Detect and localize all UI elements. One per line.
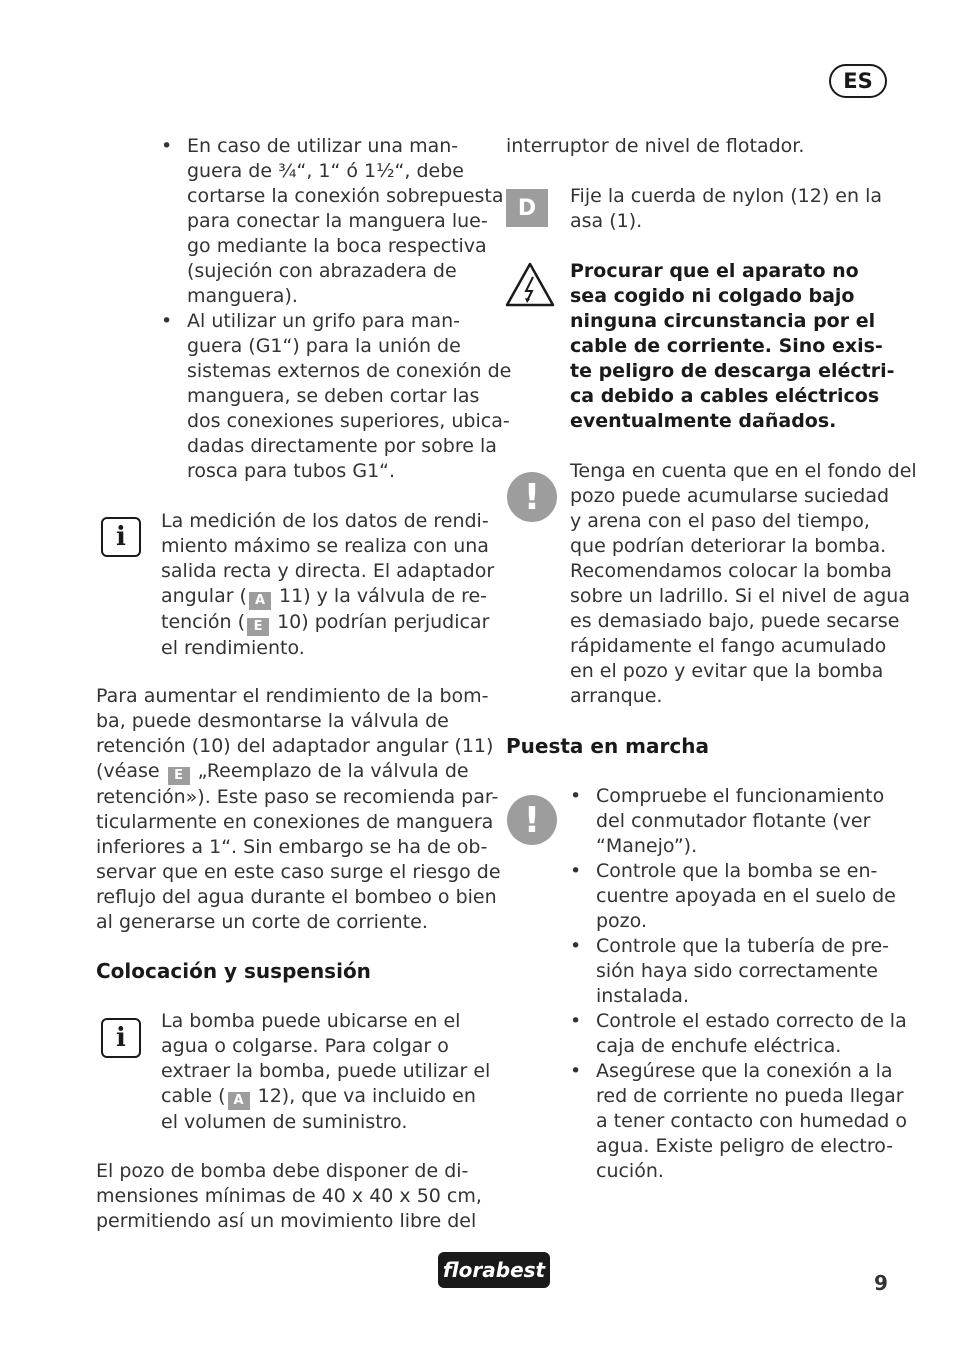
info-icon: i xyxy=(101,1018,141,1058)
list-item xyxy=(161,134,504,309)
section-heading-placement: Colocación y suspensión xyxy=(96,959,371,983)
list-item-line: • Controle que la bomba se en- xyxy=(596,860,878,882)
text-fragment: „Reemplazo de la válvula de xyxy=(191,760,469,782)
text-line: ninguna circunstancia por el xyxy=(570,310,876,332)
bullet-list-top xyxy=(161,134,512,484)
info-icon: i xyxy=(101,517,141,557)
warning-text xyxy=(570,259,910,434)
list-item-line: • Controle que la tubería de pre- xyxy=(596,935,890,957)
text-line: inferiores a 1“. Sin embargo se ha de ob- xyxy=(96,836,488,858)
text-line: arranque. xyxy=(570,685,663,707)
list-item-line: instalada. xyxy=(596,985,689,1007)
brand-logo: florabest xyxy=(438,1252,550,1288)
list-item-line: • Controle el estado correcto de la xyxy=(596,1010,907,1032)
list-item-line: guera de ¾“, 1“ ó 1½“, debe xyxy=(187,160,464,182)
list-item-line: dos conexiones superiores, ubica- xyxy=(187,410,510,432)
list-item-line: cortarse la conexión sobrepuesta xyxy=(187,185,504,207)
list-item xyxy=(570,784,910,859)
text-line: es demasiado bajo, puede secarse xyxy=(570,610,900,632)
text-line: sobre un ladrillo. Si el nivel de agua xyxy=(570,585,910,607)
text-line: Fije la cuerda de nylon (12) en la xyxy=(570,185,882,207)
list-item-line: cución. xyxy=(596,1160,664,1182)
list-item-line: guera (G1“) para la unión de xyxy=(187,335,461,357)
text-line: rápidamente el fango acumulado xyxy=(570,635,887,657)
figure-ref-badge: A xyxy=(249,592,271,610)
text-line: que podrían deteriorar la bomba. xyxy=(570,535,887,557)
text-line: retención (10) del adaptador angular (11) xyxy=(96,735,494,757)
figure-ref-badge: E xyxy=(168,767,190,785)
exclamation-icon: ! xyxy=(507,795,557,845)
section-heading-startup: Puesta en marcha xyxy=(506,734,709,758)
figure-ref-badge: E xyxy=(247,618,269,636)
text-line: ca debido a cables eléctricos xyxy=(570,385,880,407)
text-line: te peligro de descarga eléctri- xyxy=(570,360,895,382)
exclamation-icon: ! xyxy=(507,472,557,522)
text-fragment: 10) podrían perjudicar xyxy=(271,611,490,633)
text-line: ba, puede desmontarse la válvula de xyxy=(96,710,449,732)
text-line: Para aumentar el rendimiento de la bom- xyxy=(96,685,489,707)
text-fragment: (véase xyxy=(96,760,166,782)
text-line: eventualmente dañados. xyxy=(570,410,837,432)
list-item-line: caja de enchufe eléctrica. xyxy=(596,1035,842,1057)
text-line: servar que en este caso surge el riesgo de xyxy=(96,861,501,883)
list-item-line: manguera, se deben cortar las xyxy=(187,385,480,407)
list-item xyxy=(570,934,910,1009)
startup-checklist xyxy=(570,784,910,1184)
text-line: ticularmente en conexiones de manguera xyxy=(96,811,494,833)
text-fragment: 11) y la válvula de re- xyxy=(272,585,488,607)
continued-text: interruptor de nivel de flotador. xyxy=(506,135,805,157)
text-line: extraer la bomba, puede utilizar el xyxy=(161,1060,491,1082)
text-line: La bomba puede ubicarse en el xyxy=(161,1010,461,1032)
list-item-line: • Asegúrese que la conexión a la xyxy=(596,1060,893,1082)
list-item-line: del conmutador flotante (ver xyxy=(596,810,871,832)
figure-ref-badge: A xyxy=(228,1092,250,1110)
language-badge: ES xyxy=(829,64,887,98)
text-line: sea cogido ni colgado bajo xyxy=(570,285,855,307)
text-line: al generarse un corte de corriente. xyxy=(96,911,428,933)
text-line: pozo puede acumularse suciedad xyxy=(570,485,890,507)
list-item-line: (sujeción con abrazadera de xyxy=(187,260,457,282)
paragraph-pit-dimensions xyxy=(96,1159,486,1234)
text-line: salida recta y directa. El adaptador xyxy=(161,560,495,582)
list-item-line: • Al utilizar un grifo para man- xyxy=(187,310,460,332)
text-fragment: tención ( xyxy=(161,611,246,633)
text-line: el rendimiento. xyxy=(161,637,305,659)
list-item xyxy=(570,1009,910,1059)
list-item-line: • Compruebe el funcionamiento xyxy=(596,785,885,807)
caution-note-sediment xyxy=(570,459,917,709)
list-item-line: sistemas externos de conexión de xyxy=(187,360,512,382)
text-line: asa (1). xyxy=(570,210,643,232)
text-fragment: cable ( xyxy=(161,1085,226,1107)
list-item-line: cuentre apoyada en el suelo de xyxy=(596,885,896,907)
text-line: en el pozo y evitar que la bomba xyxy=(570,660,884,682)
text-line: La medición de los datos de rendi- xyxy=(161,510,489,532)
list-item-line: pozo. xyxy=(596,910,647,932)
step-d-badge: D xyxy=(506,189,548,227)
text-line: Procurar que el aparato no xyxy=(570,260,859,282)
text-line xyxy=(161,584,491,610)
text-line: reflujo del agua durante el bombeo o bien xyxy=(96,886,497,908)
text-line: permitiendo así un movimiento libre del xyxy=(96,1210,477,1232)
text-line: El pozo de bomba debe disponer de di- xyxy=(96,1160,469,1182)
text-fragment: 12), que va incluido en xyxy=(251,1085,476,1107)
list-item xyxy=(570,1059,910,1184)
step-d-text xyxy=(570,184,900,234)
info-note-hanging xyxy=(161,1009,491,1135)
text-line: y arena con el paso del tiempo, xyxy=(570,510,870,532)
list-item-line: para conectar la manguera lue- xyxy=(187,210,488,232)
text-line: Recomendamos colocar la bomba xyxy=(570,560,892,582)
text-line xyxy=(161,1084,491,1110)
list-item-line: a tener contacto con humedad o xyxy=(596,1110,908,1132)
list-item-line: agua. Existe peligro de electro- xyxy=(596,1135,894,1157)
list-item-line: • En caso de utilizar una man- xyxy=(187,135,459,157)
text-line: retención»). Este paso se recomienda par- xyxy=(96,786,499,808)
page-number: 9 xyxy=(874,1271,888,1295)
text-line: miento máximo se realiza con una xyxy=(161,535,489,557)
list-item-line: sión haya sido correctamente xyxy=(596,960,878,982)
text-line: cable de corriente. Sino exis- xyxy=(570,335,883,357)
list-item-line: rosca para tubos G1“. xyxy=(187,460,396,482)
list-item-line: “Manejo”). xyxy=(596,835,698,857)
paragraph-valve xyxy=(96,684,501,935)
text-line: el volumen de suministro. xyxy=(161,1111,408,1133)
info-note-performance xyxy=(161,509,495,661)
text-fragment: angular ( xyxy=(161,585,247,607)
text-line: Tenga en cuenta que en el fondo del xyxy=(570,460,917,482)
list-item-line: red de corriente no pueda llegar xyxy=(596,1085,904,1107)
list-item xyxy=(161,309,512,484)
text-line xyxy=(96,759,486,785)
electric-warning-icon xyxy=(505,261,555,307)
text-line: mensiones mínimas de 40 x 40 x 50 cm, xyxy=(96,1185,482,1207)
list-item-line: go mediante la boca respectiva xyxy=(187,235,487,257)
list-item xyxy=(570,859,910,934)
text-line xyxy=(161,610,491,636)
list-item-line: dadas directamente por sobre la xyxy=(187,435,497,457)
text-line: agua o colgarse. Para colgar o xyxy=(161,1035,449,1057)
list-item-line: manguera). xyxy=(187,285,298,307)
